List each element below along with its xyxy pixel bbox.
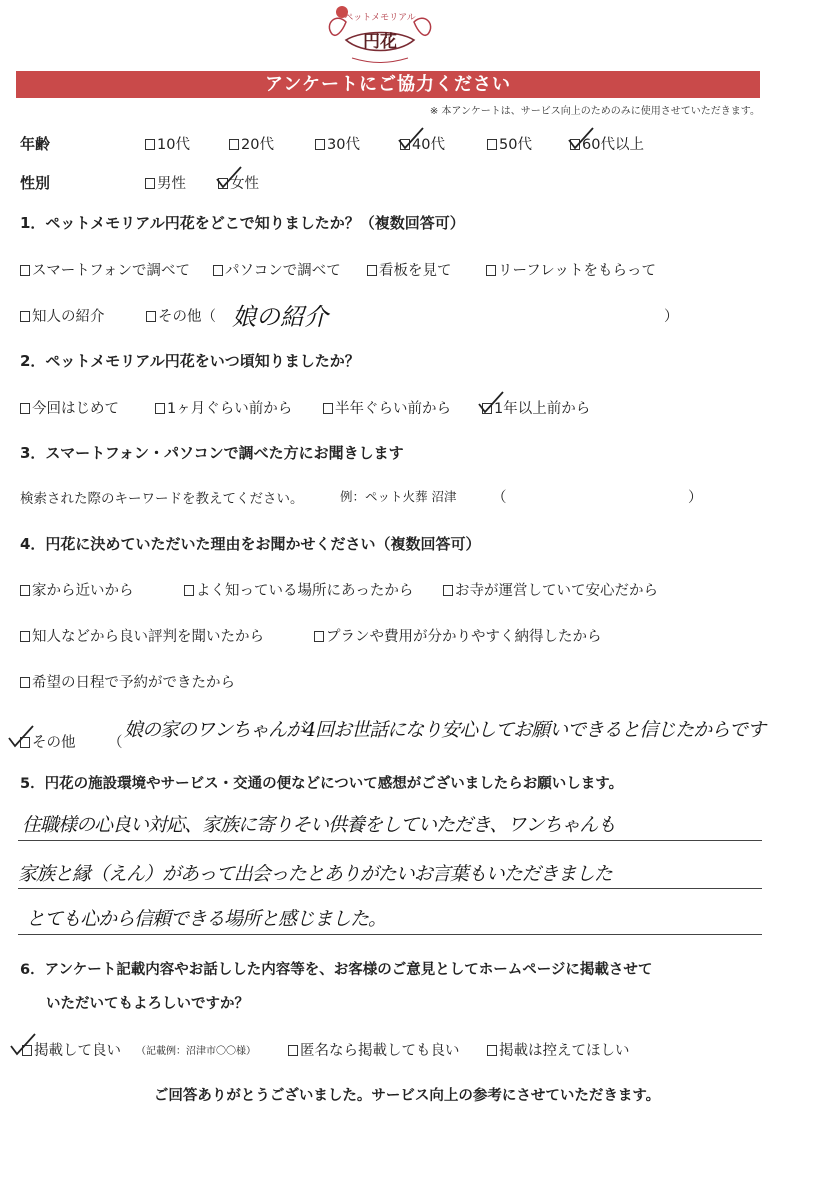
checkbox[interactable] bbox=[146, 311, 156, 322]
age-30s-option[interactable]: 30代 bbox=[315, 133, 360, 154]
logo-name: 円花 bbox=[363, 32, 397, 52]
answer-rule bbox=[18, 840, 762, 841]
survey-banner: アンケートにご協力ください bbox=[16, 71, 760, 98]
checkbox[interactable] bbox=[486, 265, 496, 276]
age-60s-plus-option[interactable]: 60代以上 bbox=[570, 133, 644, 154]
checkbox[interactable] bbox=[229, 139, 239, 150]
checkbox[interactable] bbox=[20, 265, 30, 276]
checkbox[interactable] bbox=[487, 1045, 497, 1056]
check-mark-icon bbox=[6, 724, 36, 750]
q1-acquaintance-option[interactable]: 知人の紹介 bbox=[20, 305, 105, 326]
q3-example: 例：ペット火葬 沼津 bbox=[340, 489, 457, 504]
q2-one-year-plus-option[interactable]: 1年以上前から bbox=[482, 397, 590, 418]
question-4-title: 4．円花に決めていただいた理由をお聞かせください（複数回答可） bbox=[20, 535, 481, 553]
privacy-note: ※ 本アンケートは、サービス向上のためのみに使用させていただきます。 bbox=[429, 106, 760, 117]
q1-leaflet-option[interactable]: リーフレットをもらって bbox=[486, 259, 656, 280]
question-3-title: 3．スマートフォン・パソコンで調べた方にお聞きします bbox=[20, 444, 404, 462]
q1-other-option[interactable]: その他（ bbox=[146, 305, 216, 326]
checkbox[interactable] bbox=[20, 677, 30, 688]
q3-prompt: 検索された際のキーワードを教えてください。 bbox=[20, 491, 304, 507]
check-mark-icon bbox=[476, 390, 506, 416]
q4-schedule-option[interactable]: 希望の日程で予約ができたから bbox=[20, 671, 235, 692]
checkbox[interactable] bbox=[314, 631, 324, 642]
age-50s-option[interactable]: 50代 bbox=[487, 133, 532, 154]
check-mark-icon bbox=[214, 165, 244, 191]
q1-pc-option[interactable]: パソコンで調べて bbox=[213, 259, 341, 280]
question-6-title-line-2: いただいてもよろしいですか？ bbox=[46, 996, 249, 1012]
q4-other-answer: 娘の家のワンちゃんが4回お世話になり安心してお願いできると信じたからです bbox=[124, 719, 765, 741]
thanks-message: ご回答ありがとうございました。サービス向上の参考にさせていただきます。 bbox=[153, 1088, 661, 1104]
q1-signboard-option[interactable]: 看板を見て bbox=[367, 259, 452, 280]
q2-first-time-option[interactable]: 今回はじめて bbox=[20, 397, 119, 418]
q4-reputation-option[interactable]: 知人などから良い評判を聞いたから bbox=[20, 625, 264, 646]
age-20s-option[interactable]: 20代 bbox=[229, 133, 274, 154]
q2-one-month-option[interactable]: 1ヶ月ぐらい前から bbox=[155, 397, 292, 418]
question-2-title: 2．ペットメモリアル円花をいつ頃知りましたか？ bbox=[20, 352, 360, 370]
q3-close-paren: ） bbox=[688, 490, 703, 506]
checkbox[interactable] bbox=[443, 585, 453, 596]
q4-known-place-option[interactable]: よく知っている場所にあったから bbox=[184, 579, 413, 600]
answer-rule bbox=[18, 934, 762, 935]
age-40s-option[interactable]: 40代 bbox=[400, 133, 445, 154]
checkbox[interactable] bbox=[487, 139, 497, 150]
q5-answer-line-3: とても心から信頼できる場所と感じました。 bbox=[26, 908, 387, 930]
checkbox[interactable] bbox=[20, 631, 30, 642]
checkbox[interactable] bbox=[20, 403, 30, 414]
q1-close-paren: ） bbox=[664, 309, 679, 325]
question-5-title: 5．円花の施設環境やサービス・交通の便などについて感想がございましたらお願いします。 bbox=[20, 776, 624, 792]
question-6-title: 6．アンケート記載内容やお話しした内容等を、お客様のご意見としてホームページに掲載させて bbox=[20, 962, 653, 978]
q6-anonymous-option[interactable]: 匿名なら掲載しても良い bbox=[288, 1039, 460, 1060]
check-mark-icon bbox=[396, 126, 426, 152]
q4-near-home-option[interactable]: 家から近いから bbox=[20, 579, 134, 600]
checkbox[interactable] bbox=[155, 403, 165, 414]
checkbox[interactable] bbox=[145, 178, 155, 189]
q3-open-paren: （ bbox=[492, 490, 507, 506]
q2-half-year-option[interactable]: 半年ぐらい前から bbox=[323, 397, 451, 418]
checkbox[interactable] bbox=[20, 311, 30, 322]
q6-example: （記載例：沼津市〇〇様） bbox=[136, 1046, 256, 1057]
q5-answer-line-2: 家族と縁（えん）があって出会ったとありがたいお言葉もいただきました bbox=[18, 863, 612, 885]
age-label: 年齢 bbox=[20, 135, 51, 153]
logo-subtitle: ペットメモリアル bbox=[344, 13, 416, 23]
question-1-title: 1．ペットメモリアル円花をどこで知りましたか？（複数回答可） bbox=[20, 214, 465, 232]
checkbox[interactable] bbox=[288, 1045, 298, 1056]
gender-male-option[interactable]: 男性 bbox=[145, 172, 186, 193]
answer-rule bbox=[18, 888, 762, 889]
check-mark-icon bbox=[566, 126, 596, 152]
checkbox[interactable] bbox=[184, 585, 194, 596]
checkbox[interactable] bbox=[367, 265, 377, 276]
gender-female-option[interactable]: 女性 bbox=[218, 172, 259, 193]
check-mark-icon bbox=[8, 1032, 38, 1058]
q6-decline-option[interactable]: 掲載は控えてほしい bbox=[487, 1039, 630, 1060]
q4-temple-option[interactable]: お寺が運営していて安心だから bbox=[443, 579, 658, 600]
checkbox[interactable] bbox=[145, 139, 155, 150]
gender-label: 性別 bbox=[20, 174, 51, 192]
q4-plan-cost-option[interactable]: プランや費用が分かりやすく納得したから bbox=[314, 625, 602, 646]
q6-allow-option[interactable]: 掲載して良い bbox=[22, 1039, 121, 1060]
checkbox[interactable] bbox=[20, 585, 30, 596]
checkbox[interactable] bbox=[323, 403, 333, 414]
age-10s-option[interactable]: 10代 bbox=[145, 133, 190, 154]
q1-other-answer: 娘の紹介 bbox=[232, 303, 328, 331]
q4-other-open-paren: （ bbox=[108, 735, 123, 751]
q4-other-option[interactable]: その他 bbox=[20, 731, 76, 752]
checkbox[interactable] bbox=[315, 139, 325, 150]
q5-answer-line-1: 住職様の心良い対応、家族に寄りそい供養をしていただき、ワンちゃんも bbox=[22, 814, 616, 836]
q1-smartphone-option[interactable]: スマートフォンで調べて bbox=[20, 259, 190, 280]
checkbox[interactable] bbox=[213, 265, 223, 276]
